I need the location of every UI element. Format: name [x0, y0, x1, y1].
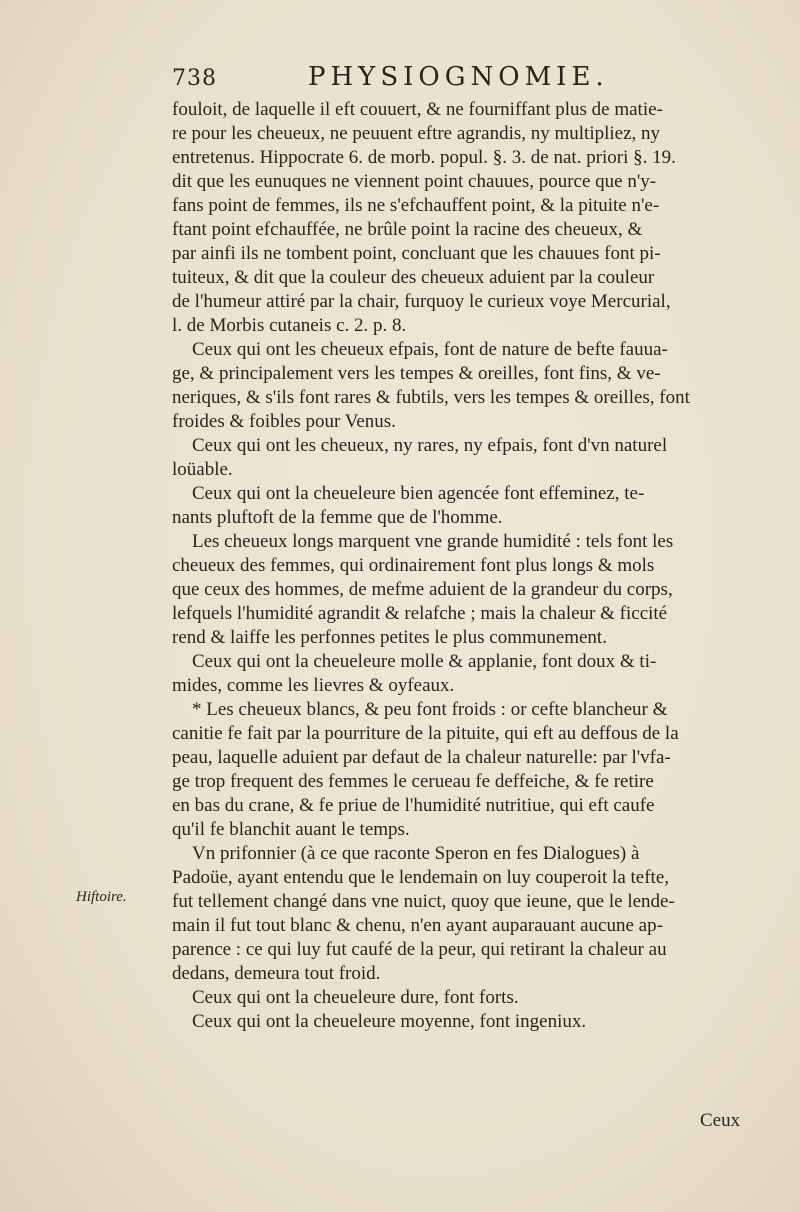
text-line: dedans, demeura tout froid.: [172, 963, 381, 984]
body-text: [172, 98, 764, 1034]
text-line: mides, comme les lievres & oyfeaux.: [172, 675, 455, 696]
text-line: ge, & principalement vers les tempes & oreilles, font fins, & ve-: [172, 363, 661, 384]
catchword: Ceux: [700, 1110, 741, 1131]
running-title: PHYSIOGNOMIE.: [308, 62, 609, 92]
text-line: Ceux qui ont la cheueleure molle & applanie, font doux & ti-: [192, 651, 657, 672]
text-line: par ainfi ils ne tombent point, concluant que les chauues font pi-: [172, 243, 661, 264]
page-number: 738: [172, 66, 217, 91]
text-line: l. de Morbis cutaneis c. 2. p. 8.: [172, 315, 407, 336]
margin-note: Hiftoire.: [76, 889, 127, 905]
text-line: Ceux qui ont la cheueleure dure, font forts.: [192, 987, 519, 1008]
text-line: Ceux qui ont la cheueleure moyenne, font ingeniux.: [192, 1011, 587, 1032]
text-line: qu'il fe blanchit auant le temps.: [172, 819, 410, 840]
text-line: Les cheueux longs marquent vne grande humidité : tels font les: [192, 531, 674, 552]
text-line: Ceux qui ont la cheueleure bien agencée font effeminez, te-: [192, 483, 645, 504]
text-line: cheueux des femmes, qui ordinairement font plus longs & mols: [172, 555, 655, 576]
text-line: nants pluftoft de la femme que de l'homme.: [172, 507, 503, 528]
text-line: fut tellement changé dans vne nuict, quoy que ieune, que le lende-: [172, 891, 675, 912]
text-line: peau, laquelle aduient par defaut de la chaleur naturelle: par l'vfa-: [172, 747, 671, 768]
text-line: rend & laiffe les perfonnes petites le plus communement.: [172, 627, 607, 648]
text-line: en bas du crane, & fe priue de l'humidité nutritiue, qui eft caufe: [172, 795, 655, 816]
text-line: entretenus. Hippocrate 6. de morb. popul. §. 3. de nat. priori §. 19.: [172, 147, 676, 168]
text-line: Ceux qui ont les cheueux, ny rares, ny efpais, font d'vn naturel: [192, 435, 668, 456]
text-line: * Les cheueux blancs, & peu font froids : or cefte blancheur &: [192, 699, 668, 720]
text-line: Padoüe, ayant entendu que le lendemain on luy couperoit la tefte,: [172, 867, 669, 888]
text-line: froides & foibles pour Venus.: [172, 411, 396, 432]
text-line: Vn prifonnier (à ce que raconte Speron en fes Dialogues) à: [192, 843, 640, 864]
text-line: fans point de femmes, ils ne s'efchauffent point, & la pituite n'e-: [172, 195, 660, 216]
text-line: parence : ce qui luy fut caufé de la peur, qui retirant la chaleur au: [172, 939, 667, 960]
text-line: re pour les cheueux, ne peuuent eftre agrandis, ny multipliez, ny: [172, 123, 661, 144]
text-line: dit que les eunuques ne viennent point chauues, pource que n'y-: [172, 171, 657, 192]
text-line: lefquels l'humidité agrandit & relafche ; mais la chaleur & ficcité: [172, 603, 668, 624]
text-line: tuiteux, & dit que la couleur des cheueux aduient par la couleur: [172, 267, 655, 288]
text-line: loüable.: [172, 459, 233, 480]
page-header: [172, 62, 692, 96]
text-line: ge trop frequent des femmes le cerueau fe deffeiche, & fe retire: [172, 771, 654, 792]
text-line: fouloit, de laquelle il eft couuert, & ne fourniffant plus de matie-: [172, 99, 663, 120]
text-line: de l'humeur attiré par la chair, furquoy le curieux voye Mercurial,: [172, 291, 671, 312]
text-line: canitie fe fait par la pourriture de la pituite, qui eft au deffous de la: [172, 723, 679, 744]
text-line: que ceux des hommes, de mefme aduient de la grandeur du corps,: [172, 579, 673, 600]
text-line: Ceux qui ont les cheueux efpais, font de nature de befte fauua-: [192, 339, 668, 360]
text-line: neriques, & s'ils font rares & fubtils, vers les tempes & oreilles, font: [172, 387, 690, 408]
text-line: main il fut tout blanc & chenu, n'en ayant auparauant aucune ap-: [172, 915, 663, 936]
text-line: ftant point efchauffée, ne brûle point la racine des cheueux, &: [172, 219, 643, 240]
